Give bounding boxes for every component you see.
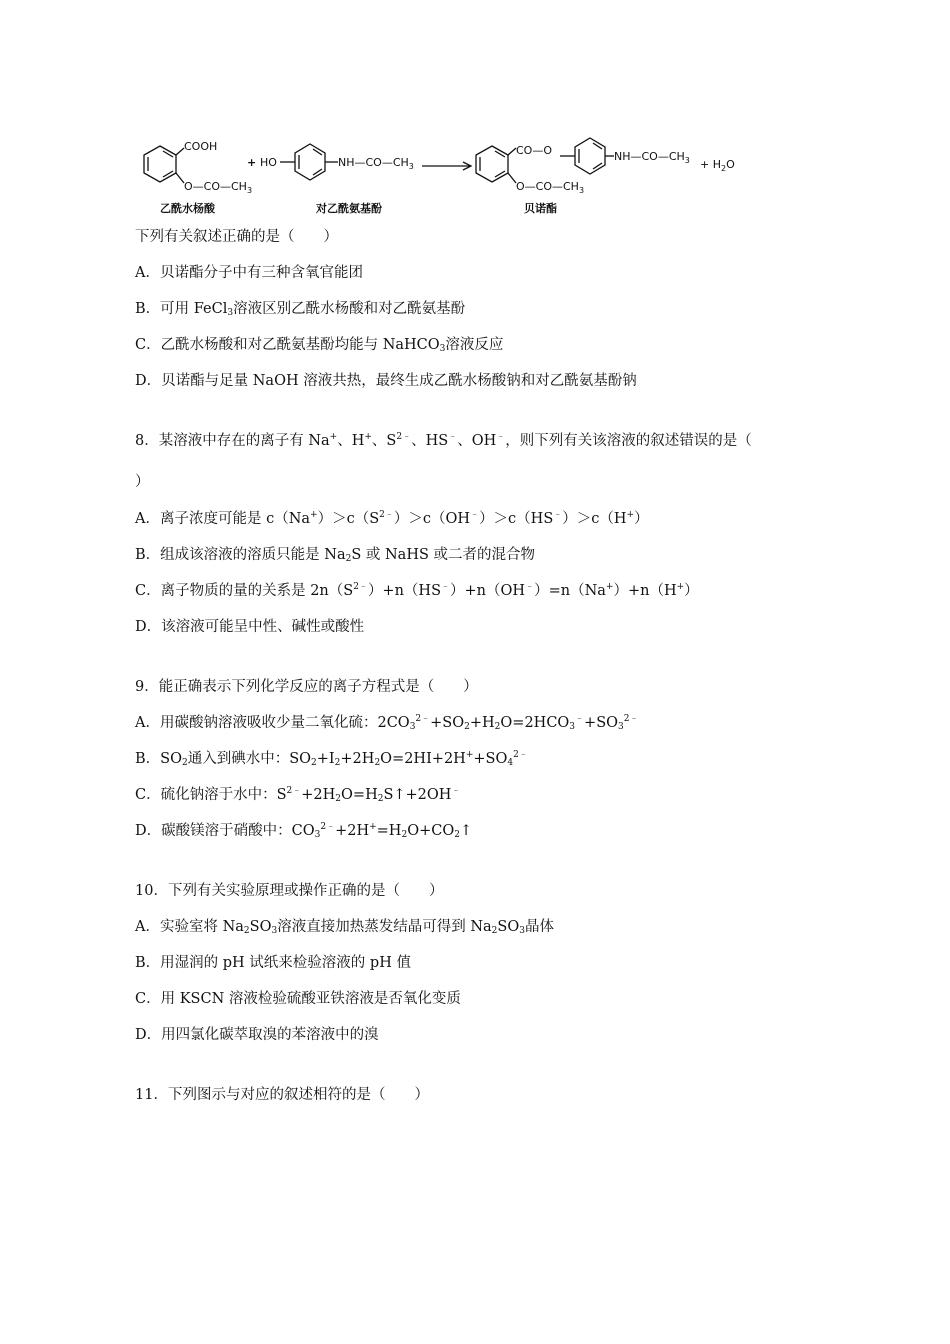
q10-option-c: C．用 KSCN 溶液检验硫酸亚铁溶液是否氧化变质 <box>135 991 461 1007</box>
q7-option-c: C．乙酰水杨酸和对乙酰氨基酚均能与 NaHCO$_3$溶液反应 <box>135 337 504 354</box>
q7-option-d: D．贝诺酯与足量 NaOH 溶液共热，最终生成乙酰水杨酸钠和对乙酰氨基酚钠 <box>135 373 637 389</box>
q7-option-b: B．可用 FeCl$_3$溶液区别乙酰水杨酸和对乙酰氨基酚 <box>135 301 466 318</box>
q8-stem-continued: ） <box>135 474 150 490</box>
label-acetoxy-2: $O—CO—CH_3$ <box>516 180 585 195</box>
q9-stem: 9．能正确表示下列化学反应的离子方程式是（ ） <box>135 679 478 695</box>
label-ester-link: CO—O <box>516 144 552 157</box>
label-cooh: COOH <box>184 140 218 153</box>
q10-option-d: D．用四氯化碳萃取溴的苯溶液中的溴 <box>135 1027 379 1043</box>
label-amide-1: $NH—CO—CH_3$ <box>338 156 414 171</box>
reaction-scheme <box>130 128 750 220</box>
q8-stem: 8．某溶液中存在的离子有 Na+、H+、$S^{2﹣}$、HS﹣、OH﹣，则下列有关该溶液的叙述错误的是（ <box>135 432 752 449</box>
label-acetoxy-1: $O—CO—CH_3$ <box>184 180 253 195</box>
q10-option-a: A．实验室将 $Na_2SO_3$溶液直接加热蒸发结晶可得到 $Na_2SO_3$晶体 <box>135 919 554 936</box>
caption-aspirin: 乙酰水杨酸 <box>160 202 215 215</box>
benzene-ring-1 <box>144 146 176 182</box>
q9-option-a: A．用碳酸钠溶液吸收少量二氧化硫：$2CO_3^{2﹣}+SO_2+H_2O=2HCO_3^﹣+SO_3^{2﹣}$ <box>135 714 639 732</box>
q8-option-d: D．该溶液可能呈中性、碱性或酸性 <box>135 619 365 635</box>
q8-option-c: C．离子物质的量的关系是 $2n(S^{2﹣})+n(HS^﹣)+n(OH^﹣)=n(Na^+)+n(H^+)$ <box>135 582 699 599</box>
q8-option-b: B．组成该溶液的溶质只能是 $Na_2S$ 或 NaHS 或二者的混合物 <box>135 547 536 564</box>
q10-option-b: B．用湿润的 pH 试纸来检验溶液的 pH 值 <box>135 955 411 971</box>
q10-stem: 10．下列有关实验原理或操作正确的是（ ） <box>135 883 444 899</box>
q9-option-c: C．硫化钠溶于水中：$S^{2﹣}+2H_2O=H_2S↑+2OH^﹣$ <box>135 786 461 804</box>
benzene-ring-3 <box>476 146 508 182</box>
caption-benorilate: 贝诺酯 <box>524 202 557 215</box>
q7-option-a: A．贝诺酯分子中有三种含氧官能团 <box>135 265 363 281</box>
q11-stem: 11．下列图示与对应的叙述相符的是（ ） <box>135 1087 429 1103</box>
q7-stem: 下列有关叙述正确的是（ ） <box>135 229 338 245</box>
q9-option-b: B．$SO_2$通入到碘水中：$SO_2+I_2+2H_2O=2HI+2H^++SO_4^{2﹣}$ <box>135 750 528 768</box>
q8-option-a: A．离子浓度可能是 $c(Na^+)>c(S^{2﹣})>c(OH^﹣)>c(HS^﹣)>c(H^+)$ <box>135 510 649 527</box>
reaction-scheme-drawing <box>130 128 750 220</box>
label-ho: HO <box>260 156 277 169</box>
plus-sign: + <box>247 156 257 169</box>
label-amide-2: $NH—CO—CH_3$ <box>614 150 690 165</box>
q9-option-d: D．碳酸镁溶于硝酸中：$CO_3^{2﹣}+2H^+=H_2O+CO_2↑$ <box>135 822 473 840</box>
caption-paracetamol: 对乙酰氨基酚 <box>316 202 382 215</box>
label-water: + $H_2O$ <box>700 158 735 173</box>
